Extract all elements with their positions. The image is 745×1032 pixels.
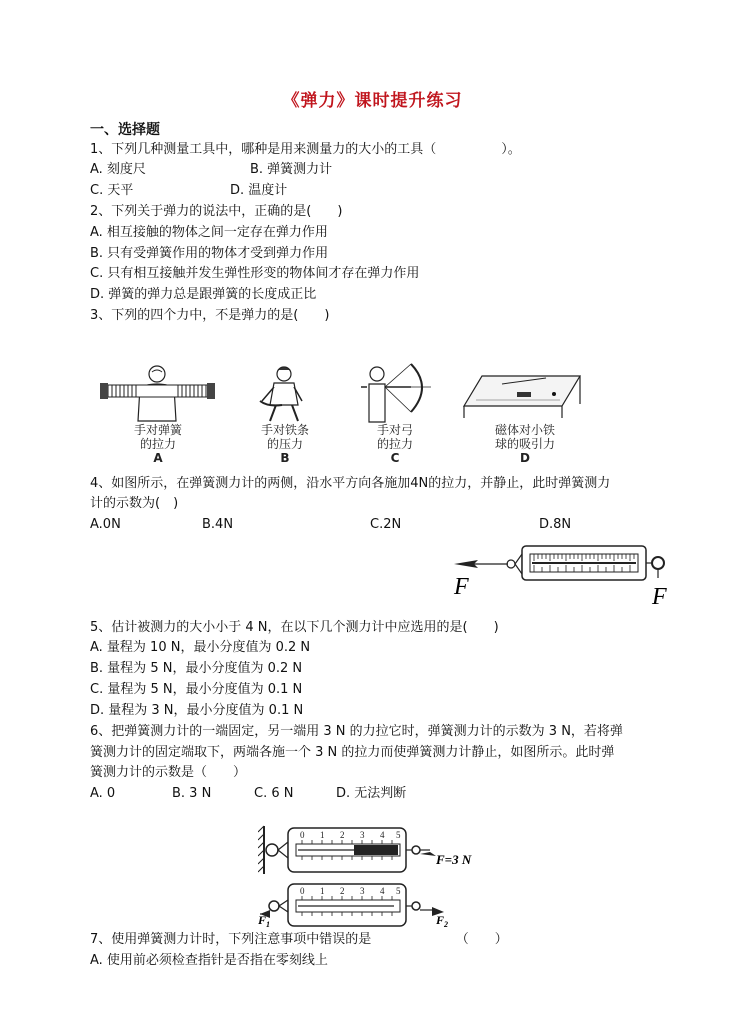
q1-option-d: D. 温度计 (230, 183, 288, 198)
q2-option-a: A. 相互接触的物体之间一定存在弹力作用 (90, 225, 328, 240)
q4-option-d: D.8N (539, 517, 572, 532)
q6-option-c: C. 6 N (254, 786, 294, 801)
q6-top-tick-3: 3 (360, 830, 365, 840)
q6-force-top-label: F=3 N (436, 852, 472, 867)
q6-force-right-label: $F_2$ (436, 913, 449, 928)
q5-option-c: C. 量程为 5 N，最小分度值为 0.1 N (90, 682, 303, 697)
bow-draw-figure (355, 362, 435, 424)
q6-stem-line3: 簧测力计的示数是（ ） (90, 765, 247, 780)
q6-stem-line1: 6、把弹簧测力计的一端固定，另一端用 3 N 的力拉它时，弹簧测力计的示数为 3 N，若将弹 (90, 724, 623, 739)
caption-b-letter: B (280, 451, 290, 465)
q5-option-d: D. 量程为 3 N，最小分度值为 0.1 N (90, 703, 304, 718)
caption-b-line2: 的压力 (266, 437, 303, 451)
q5-option-b: B. 量程为 5 N，最小分度值为 0.2 N (90, 661, 303, 676)
caption-b-line1: 手对铁条 (260, 423, 309, 437)
caption-c-line1: 手对弓 (376, 423, 413, 437)
spring-stretch-figure (100, 365, 215, 423)
q2-option-c: C. 只有相互接触并发生弹性形变的物体间才存在弹力作用 (90, 266, 420, 281)
q4-option-a: A.0N (90, 517, 121, 532)
q6-stem-line2: 簧测力计的固定端取下，两端各施一个 3 N 的拉力而使弹簧测力计静止，如图所示。此时弹 (90, 745, 615, 760)
q3-stem: 3、下列的四个力中，不是弹力的是( ) (90, 308, 330, 323)
q2-stem: 2、下列关于弹力的说法中，正确的是( ) (90, 204, 343, 219)
q6-bottom-tick-2: 2 (340, 886, 345, 896)
caption-c-letter: C (390, 451, 400, 465)
q6-bottom-tick-4: 4 (380, 886, 385, 896)
q6-bottom-tick-3: 3 (360, 886, 365, 896)
magnet-ball-figure (462, 370, 584, 422)
q5-stem: 5、估计被测力的大小小于 4 N，在以下几个测力计中应选用的是( ) (90, 620, 499, 635)
caption-a-line1: 手对弹簧 (133, 423, 182, 437)
q6-top-tick-5: 5 (396, 830, 401, 840)
caption-c (345, 423, 445, 465)
caption-a (108, 423, 208, 465)
q6-option-a: A. 0 (90, 786, 116, 801)
caption-b (235, 423, 335, 465)
caption-d-letter: D (520, 451, 530, 465)
q1-option-a: A. 刻度尺 (90, 162, 146, 177)
spring-scale-figure-q4 (448, 540, 682, 612)
q6-top-tick-2: 2 (340, 830, 345, 840)
q4-option-b: B.4N (202, 517, 234, 532)
iron-bar-press-figure (250, 365, 320, 423)
caption-d (470, 423, 580, 465)
q4-force-right-label: F (652, 584, 667, 610)
q2-option-d: D. 弹簧的弹力总是跟弹簧的长度成正比 (90, 287, 317, 302)
q2-option-b: B. 只有受弹簧作用的物体才受到弹力作用 (90, 246, 329, 261)
caption-d-line2: 球的吸引力 (494, 437, 555, 451)
q6-top-tick-1: 1 (320, 830, 325, 840)
caption-d-line1: 磁体对小铁 (494, 423, 555, 437)
q5-option-a: A. 量程为 10 N，最小分度值为 0.2 N (90, 640, 311, 655)
q4-stem-line1: 4、如图所示，在弹簧测力计的两侧，沿水平方向各施加4N的拉力，并静止，此时弹簧测力 (90, 476, 611, 491)
q7-option-a: A. 使用前必须检查指针是否指在零刻线上 (90, 953, 328, 968)
q1-option-c: C. 天平 (90, 183, 134, 198)
q6-top-tick-4: 4 (380, 830, 385, 840)
q6-option-d: D. 无法判断 (336, 786, 407, 801)
q4-force-left-label: F (454, 574, 469, 600)
q6-bottom-tick-1: 1 (320, 886, 325, 896)
caption-c-line2: 的拉力 (376, 437, 413, 451)
q1-stem: 1、下列几种测量工具中，哪种是用来测量力的大小的工具（ ）。 (90, 142, 521, 157)
caption-a-line2: 的拉力 (139, 437, 176, 451)
caption-a-letter: A (153, 451, 163, 465)
q6-bottom-tick-5: 5 (396, 886, 401, 896)
q6-bottom-tick-0: 0 (300, 886, 305, 896)
q4-option-c: C.2N (370, 517, 402, 532)
q6-option-b: B. 3 N (172, 786, 212, 801)
section-heading: 一、选择题 (90, 122, 160, 138)
q4-stem-line2: 计的示数为( ) (90, 496, 179, 511)
q1-option-b: B. 弹簧测力计 (250, 162, 333, 177)
q6-top-tick-0: 0 (300, 830, 305, 840)
q7-stem: 7、使用弹簧测力计时，下列注意事项中错误的是 （ ） (90, 932, 508, 947)
page-title: 《弹力》课时提升练习 (282, 91, 463, 111)
spring-scale-figure-q6 (258, 820, 488, 928)
q6-force-left-label: $F_1$ (258, 913, 271, 928)
